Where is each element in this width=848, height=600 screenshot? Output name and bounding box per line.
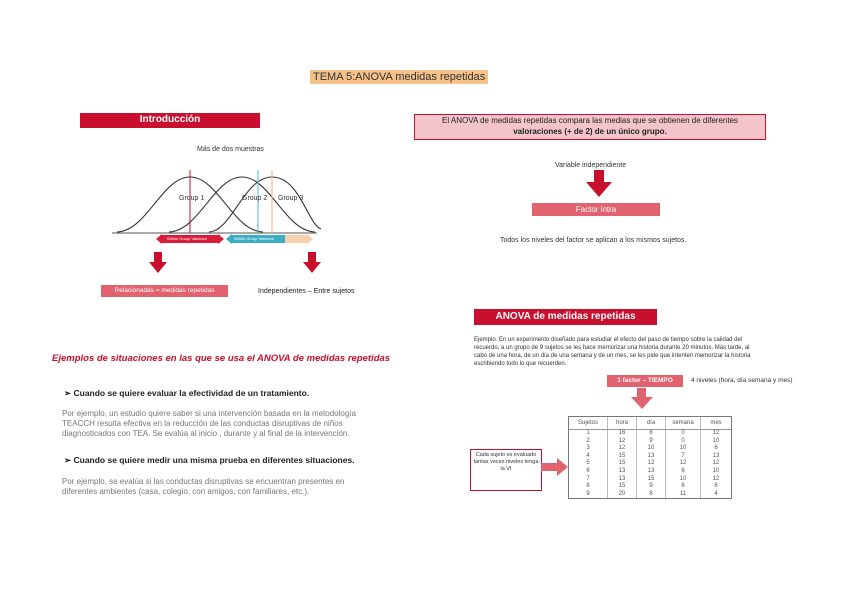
table-header-row <box>569 417 731 430</box>
paragraph-2-line: Por ejemplo, se evalúa si las conductas disruptivas se encuentran presentes en <box>62 477 345 486</box>
table-cell: 6 <box>666 468 701 476</box>
paragraph-1 <box>62 409 356 439</box>
examples-title: Ejemplos de situaciones en las que se usa el ANOVA de medidas repetidas <box>52 353 391 364</box>
group-3-label: Group 3 <box>278 195 304 202</box>
table-row <box>569 445 731 453</box>
table-cell: 3 <box>569 445 608 453</box>
paragraph-1-line: Por ejemplo, un estudio quiere saber si una intervención basada en la metodología <box>62 409 356 418</box>
example-line: cabo de una hora, de un día de una semana y de un mes, se les pide que intenten memorizar la historia <box>474 353 751 359</box>
table-cell: 15 <box>608 453 637 461</box>
bullet-2: ➢ Cuando se quiere medir una misma prueba en diferentes situaciones. <box>64 455 355 465</box>
table-cell: 12 <box>608 438 637 446</box>
table-cell: 6 <box>666 483 701 491</box>
table-cell: 10 <box>712 437 720 444</box>
table-row <box>569 438 731 446</box>
table-cell: 1 <box>569 430 608 438</box>
table-cell: 9 <box>637 438 666 446</box>
table-cell: 10 <box>666 476 701 484</box>
bullet-2-text: Cuando se quiere medir una misma prueba en diferentes situaciones. <box>73 455 355 465</box>
table-cell: 15 <box>637 476 666 484</box>
group-2-label: Group 2 <box>242 195 268 202</box>
table-cell: 13 <box>608 476 637 484</box>
paragraph-2 <box>62 477 344 497</box>
table-cell: 4 <box>714 490 718 497</box>
within-variance-label: Within Group Variance <box>234 236 274 241</box>
header-cell: Sujetos <box>569 417 608 430</box>
bullet-1-text: Cuando se quiere evaluar la efectividad de un tratamiento. <box>73 388 310 398</box>
down-arrow-right-icon <box>302 252 322 274</box>
definition-line-1: El ANOVA de medidas repetidas compara las medias que se obtienen de diferentes <box>441 116 739 125</box>
table-cell: 13 <box>637 468 666 476</box>
table-row <box>569 430 731 438</box>
table-row <box>569 483 731 491</box>
table-cell: 5 <box>569 460 608 468</box>
table-row <box>569 468 731 476</box>
table-cell: 0 <box>666 430 701 438</box>
table-cell: 8 <box>637 491 666 499</box>
chart-title: Más de dos muestras <box>197 146 264 153</box>
header-cell: mes <box>701 417 732 430</box>
example-line: recuerdo, a un grupo de 9 sujetos se les hace memorizar una historia durante 20 minutos. Más tarde, al <box>474 345 750 351</box>
vi-label: Variable independiente <box>555 162 627 169</box>
table-cell: 9 <box>569 491 608 499</box>
example-text <box>474 336 804 368</box>
page-title: TEMA 5:ANOVA medidas repetidas <box>310 70 488 84</box>
table-cell: 13 <box>637 453 666 461</box>
levels-note: 4 niveles (hora, día semana y mes) <box>691 377 793 384</box>
distribution-curves <box>112 155 322 250</box>
intro-heading: Introducción <box>80 113 260 128</box>
related-box: Relacionadas = medidas repetidas <box>101 285 228 297</box>
paragraph-1-line: TEACCH resulta efectiva en la reducción de las conductas disruptivas de niños <box>62 419 343 428</box>
group-1-label: Group 1 <box>179 195 205 202</box>
header-cell: hora <box>608 417 637 430</box>
table-row <box>569 491 731 499</box>
table-cell: 15 <box>608 483 637 491</box>
table-row <box>569 453 731 461</box>
table-cell: 2 <box>569 438 608 446</box>
down-arrow-left-icon <box>148 252 168 274</box>
table-cell: 10 <box>666 445 701 453</box>
table-cell: 12 <box>608 445 637 453</box>
factor-intra-box: Factor intra <box>532 203 660 216</box>
table-cell: 6 <box>714 483 718 490</box>
levels-text: Todos los niveles del factor se aplican a los mismos sujetos. <box>500 237 687 244</box>
table-cell: 16 <box>608 430 637 438</box>
table-cell: 13 <box>608 468 637 476</box>
table-row <box>569 476 731 484</box>
table-cell: 11 <box>666 491 701 499</box>
definition-box <box>414 114 766 140</box>
header-cell: día <box>637 417 666 430</box>
table-cell: 12 <box>712 430 720 436</box>
down-arrow-factor-icon <box>585 170 613 198</box>
header-cell: semana <box>666 417 701 430</box>
table-cell: 9 <box>637 483 666 491</box>
table-cell: 15 <box>608 460 637 468</box>
side-note-box: Cada sujeto es evaluado tantas veces niveles tenga la VI <box>470 449 542 491</box>
table-cell: 7 <box>666 453 701 461</box>
bullet-1: ➢ Cuando se quiere evaluar la efectividad de un tratamiento. <box>64 388 310 398</box>
table-cell: 12 <box>666 460 701 468</box>
right-arrow-icon <box>541 458 569 476</box>
paragraph-2-line: diferentes ambientes (casa, colegio, con amigos, con familiares, etc.). <box>62 487 310 496</box>
down-arrow-table-icon <box>630 388 654 410</box>
table-cell: 8 <box>637 430 666 438</box>
example-line: escribiendo todo lo que recuerden. <box>474 361 567 367</box>
paragraph-1-line: diagnosticados con TEA. Se evalúa al inicio , durante y al final de la intervención. <box>62 429 350 438</box>
anova-rm-heading: ANOVA de medidas repetidas <box>474 309 657 325</box>
table-row <box>569 460 731 468</box>
example-line: Ejemplo. En un experimento diseñado para estudiar el efecto del paso de tiempo sobre la calidad del <box>474 337 743 343</box>
between-variance-label: Within Group Variance <box>167 236 207 241</box>
factor-time-box: 1 factor – TIEMPO <box>607 375 683 387</box>
table-cell: 6 <box>714 445 718 452</box>
table-cell: 13 <box>712 452 720 459</box>
data-table-grid <box>569 417 731 498</box>
table-cell: 6 <box>569 468 608 476</box>
table-cell: 20 <box>608 491 637 499</box>
table-cell: 12 <box>637 460 666 468</box>
table-cell: 10 <box>637 445 666 453</box>
table-cell: 4 <box>569 453 608 461</box>
table-cell: 8 <box>569 483 608 491</box>
definition-line-2: valoraciones (+ de 2) de un único grupo. <box>513 127 667 136</box>
table-cell: 0 <box>666 438 701 446</box>
table-cell: 7 <box>569 476 608 484</box>
independent-label: Independientes – Entre sujetos <box>258 288 355 295</box>
table-cell: 12 <box>712 460 720 467</box>
table-cell: 12 <box>712 475 720 482</box>
data-table <box>568 416 732 499</box>
table-cell: 10 <box>712 467 720 474</box>
